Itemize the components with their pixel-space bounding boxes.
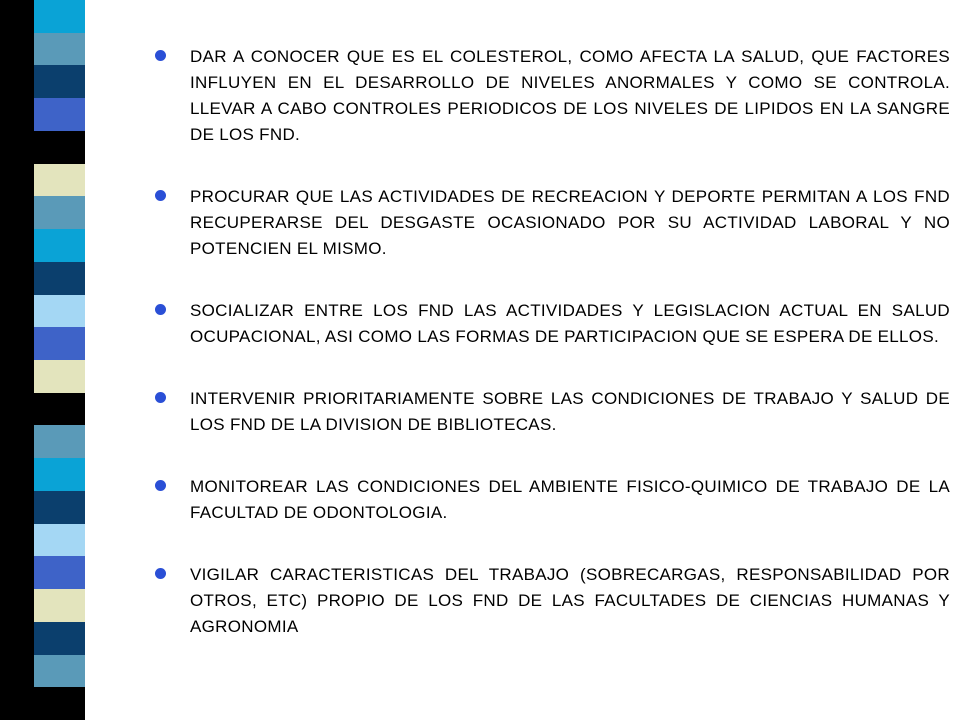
list-item: [155, 44, 950, 148]
stripe-segment: [34, 458, 85, 491]
bullet-dot-icon: [155, 480, 166, 491]
stripe-bar-edge: [0, 0, 34, 720]
list-item: [155, 386, 950, 438]
stripe-segment: [34, 196, 85, 229]
bullet-dot-icon: [155, 568, 166, 579]
bullet-dot-icon: [155, 304, 166, 315]
stripe-segment: [34, 295, 85, 328]
bullet-dot-icon: [155, 392, 166, 403]
bullet-list: [155, 44, 950, 676]
list-item-text: SOCIALIZAR ENTRE LOS FND LAS ACTIVIDADES Y LEGISLACION ACTUAL EN SALUD OCUPACIONAL, ASI COMO LAS FORMAS DE PARTICIPACION QUE SE ESPERA DE ELLOS.: [190, 301, 950, 346]
list-item: [155, 184, 950, 262]
stripe-segment: [34, 164, 85, 197]
stripe-segment: [34, 491, 85, 524]
stripe-segment: [34, 622, 85, 655]
stripe-segment: [34, 687, 85, 720]
list-item-text: MONITOREAR LAS CONDICIONES DEL AMBIENTE FISICO-QUIMICO DE TRABAJO DE LA FACULTAD DE ODONTOLOGIA.: [190, 477, 950, 522]
stripe-segment: [34, 524, 85, 557]
stripe-segment: [34, 589, 85, 622]
bullet-dot-icon: [155, 190, 166, 201]
decorative-stripe-bar: [0, 0, 85, 720]
stripe-segment: [34, 393, 85, 426]
stripe-segment: [34, 262, 85, 295]
list-item-text: INTERVENIR PRIORITARIAMENTE SOBRE LAS CONDICIONES DE TRABAJO Y SALUD DE LOS FND DE LA DIVISION DE BIBLIOTECAS.: [190, 389, 950, 434]
list-item: [155, 474, 950, 526]
stripe-segment: [34, 327, 85, 360]
list-item: [155, 298, 950, 350]
list-item: [155, 562, 950, 640]
stripe-segment: [34, 98, 85, 131]
stripe-segment: [34, 33, 85, 66]
bullet-dot-icon: [155, 50, 166, 61]
stripe-segment: [34, 229, 85, 262]
stripe-segment: [34, 65, 85, 98]
stripe-segment: [34, 131, 85, 164]
list-item-text: DAR A CONOCER QUE ES EL COLESTEROL, COMO AFECTA LA SALUD, QUE FACTORES INFLUYEN EN EL DESARROLLO DE NIVELES ANORMALES Y COMO SE CONTROLA. LLEVAR A CABO CONTROLES PERIODICOS DE LOS NIVELES DE LIPIDOS EN LA SANGRE DE LOS FND.: [190, 47, 950, 144]
stripe-segment: [34, 655, 85, 688]
list-item-text: PROCURAR QUE LAS ACTIVIDADES DE RECREACION Y DEPORTE PERMITAN A LOS FND RECUPERARSE DEL DESGASTE OCASIONADO POR SU ACTIVIDAD LABORAL Y NO POTENCIEN EL MISMO.: [190, 187, 950, 258]
stripe-segment: [34, 556, 85, 589]
list-item-text: VIGILAR CARACTERISTICAS DEL TRABAJO (SOBRECARGAS, RESPONSABILIDAD POR OTROS, ETC) PROPIO DE LOS FND DE LAS FACULTADES DE CIENCIAS HUMANAS Y AGRONOMIA: [190, 565, 950, 636]
stripe-segment: [34, 425, 85, 458]
stripe-segment: [34, 360, 85, 393]
stripe-segment: [34, 0, 85, 33]
